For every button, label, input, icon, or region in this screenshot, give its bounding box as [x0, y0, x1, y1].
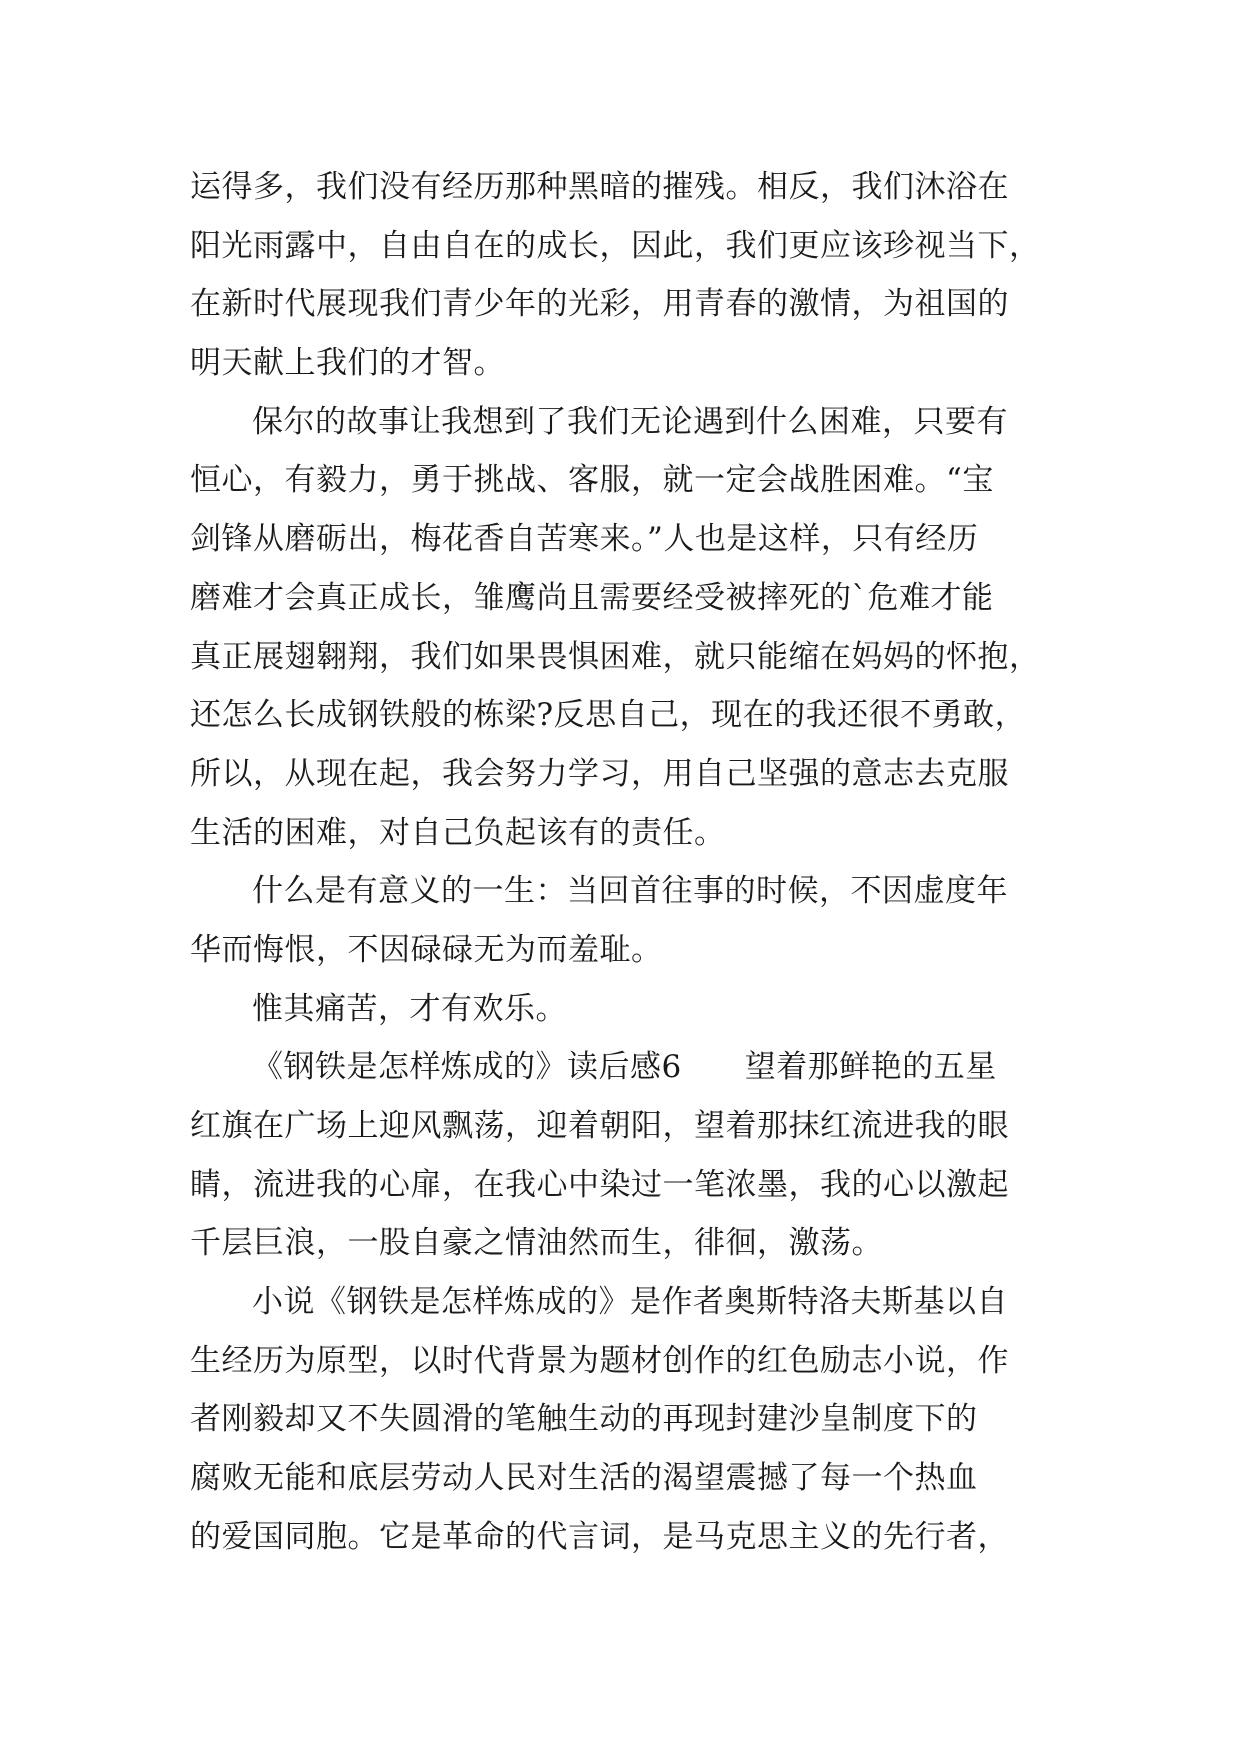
text-line: 睛，流进我的心扉，在我心中染过一笔浓墨，我的心以激起	[190, 1166, 1009, 1203]
text-line: 什么是有意义的一生：当回首往事的时候，不因虚度年	[252, 873, 1008, 910]
text-line: 生活的困难，对自己负起该有的责任。	[190, 814, 726, 851]
text-line: 所以，从现在起，我会努力学习，用自己坚强的意志去克服	[190, 755, 1009, 792]
text-line: 惟其痛苦，才有欢乐。	[252, 990, 567, 1027]
text-line: 保尔的故事让我想到了我们无论遇到什么困难，只要有	[252, 403, 1008, 440]
text-line: 在新时代展现我们青少年的光彩，用青春的激情，为祖国的	[190, 286, 1009, 323]
text-line: 真正展翅翱翔，我们如果畏惧困难，就只能缩在妈妈的怀抱，	[190, 638, 1041, 675]
text-line: 明天献上我们的才智。	[190, 345, 505, 382]
text-line: 剑锋从磨砺出，梅花香自苦寒来。”人也是这样，只有经历	[190, 521, 979, 558]
text-line: 腐败无能和底层劳动人民对生活的渴望震撼了每一个热血	[190, 1460, 978, 1497]
text-line: 的爱国同胞。它是革命的代言词，是马克思主义的先行者，	[190, 1518, 1009, 1555]
text-line: 恒心，有毅力，勇于挑战、客服，就一定会战胜困难。“宝	[190, 462, 994, 499]
body-text	[190, 158, 1070, 1567]
text-line: 生经历为原型，以时代背景为题材创作的红色励志小说，作	[190, 1342, 1009, 1379]
text-line: 磨难才会真正成长，雏鹰尚且需要经受被摔死的`危难才能	[190, 579, 994, 616]
text-line: 千层巨浪，一股自豪之情油然而生，徘徊，激荡。	[190, 1225, 883, 1262]
text-line: 者刚毅却又不失圆滑的笔触生动的再现封建沙皇制度下的	[190, 1401, 978, 1438]
text-line: 阳光雨露中，自由自在的成长，因此，我们更应该珍视当下，	[190, 227, 1041, 264]
text-line: 红旗在广场上迎风飘荡，迎着朝阳，望着那抹红流进我的眼	[190, 1108, 1009, 1144]
text-line: 运得多，我们没有经历那种黑暗的摧残。相反，我们沐浴在	[190, 169, 1009, 205]
text-line: 华而悔恨，不因碌碌无为而羞耻。	[190, 931, 663, 968]
text-line: 还怎么长成钢铁般的栋梁?反思自己，现在的我还很不勇敢，	[190, 697, 1027, 734]
text-line: 《钢铁是怎样炼成的》读后感6 望着那鲜艳的五星	[252, 1049, 997, 1086]
text-line: 小说《钢铁是怎样炼成的》是作者奥斯特洛夫斯基以自	[252, 1284, 1008, 1321]
